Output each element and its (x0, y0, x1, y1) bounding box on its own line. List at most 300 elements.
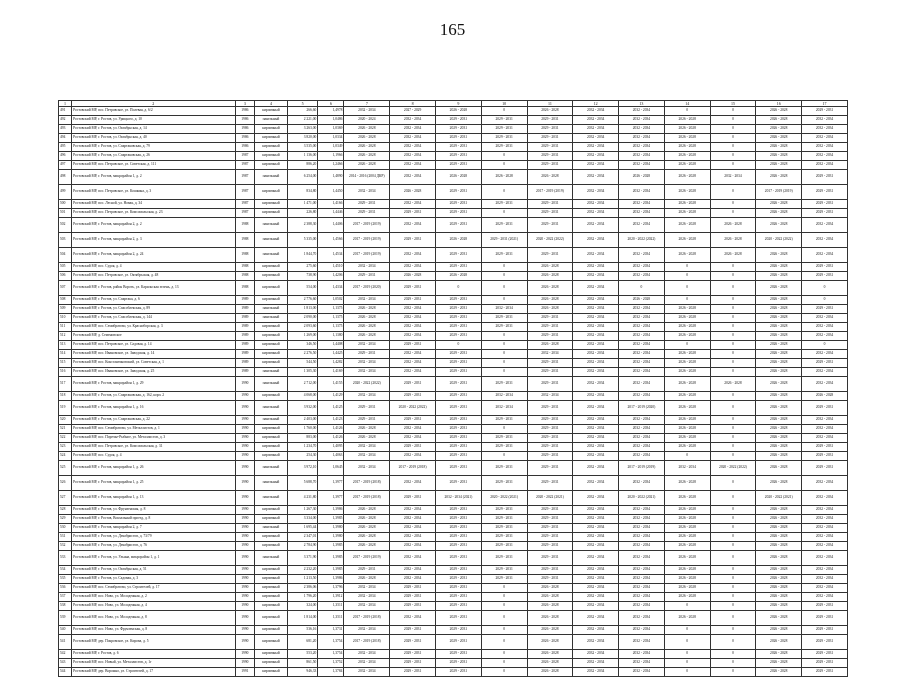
table-row (59, 575, 848, 584)
table-cell: 2026 - 2028 (756, 272, 802, 281)
table-cell: 2029 - 2031 (2021) (481, 233, 527, 248)
table-cell: 1990 (235, 392, 255, 401)
table-cell: 2029 - 2031 (527, 368, 573, 377)
table-cell: 2032 - 2034 (573, 611, 619, 626)
table-cell: 2017 - 2019 (2020) (344, 281, 390, 296)
table-cell: 2029 - 2031 (390, 443, 436, 452)
table-cell: 497 (59, 161, 72, 170)
table-cell: 2032 - 2034 (390, 152, 436, 161)
table-cell: 2032 - 2034 (390, 263, 436, 272)
table-cell: 520 (59, 416, 72, 425)
table-cell: Ростовский МР, г. Ростов, ул. Спартаковская, д. 22 (72, 416, 235, 425)
table-row (59, 107, 848, 116)
table-cell: 531 (59, 533, 72, 542)
table-cell: 0 (802, 341, 848, 350)
table-cell: 1990 (235, 626, 255, 635)
table-cell: 2032 - 2034 (573, 443, 619, 452)
table-body (59, 107, 848, 677)
table-cell: 2032 - 2034 (619, 305, 665, 314)
table-cell: 1989 (235, 341, 255, 350)
table-cell: 2032 - 2034 (573, 281, 619, 296)
table-cell: 2032 - 2034 (619, 659, 665, 668)
table-cell: панельный (255, 305, 288, 314)
table-cell: 2026 - 2028 (756, 125, 802, 134)
table-cell: 533 (59, 551, 72, 566)
table-cell: Ростовский МР, г. Ростов, ул. Спартака, д. 6 (72, 296, 235, 305)
table-cell: 2026 - 2028 (344, 305, 390, 314)
table-cell: 2026 - 2028 (710, 233, 756, 248)
table-cell: 1,3731 (318, 626, 344, 635)
table-cell: 2032 - 2034 (802, 125, 848, 134)
table-cell: 1,4166 (318, 200, 344, 209)
table-cell: 2029 - 2031 (435, 626, 481, 635)
table-cell: 2026 - 2028 (756, 296, 802, 305)
table-cell: 1987 (235, 170, 255, 185)
table-cell: 2032 - 2034 (619, 425, 665, 434)
table-cell: 2026 - 2028 (664, 377, 710, 392)
table-cell: 2032 - 2034 (390, 332, 436, 341)
table-cell: 2026 - 2028 (756, 566, 802, 575)
table-cell: 1,4095 (318, 443, 344, 452)
table-cell: 539 (59, 611, 72, 626)
table-row (59, 461, 848, 476)
table-cell: 2017 - 2019 (2019) (344, 248, 390, 263)
table-cell: 2032 - 2034 (802, 248, 848, 263)
table-cell: 2032 - 2034 (573, 533, 619, 542)
table-cell: 2026 - 2028 (664, 233, 710, 248)
table-cell: 2032 - 2034 (573, 476, 619, 491)
table-cell: Ростовский МР, пос. Лесной, ул. Новая, д. 34 (72, 200, 235, 209)
table-cell: 2032 - 2034 (802, 584, 848, 593)
table-cell: Ростовский МР, г. Ростов, ул. Декабристов, д. 73/79 (72, 533, 235, 542)
table-cell: 2029 - 2031 (527, 143, 573, 152)
table-cell: 2032 - 2034 (802, 314, 848, 323)
table-cell: 2026 - 2028 (527, 170, 573, 185)
table-cell: 2032 - 2034 (619, 476, 665, 491)
table-cell: 2029 - 2031 (435, 161, 481, 170)
table-cell: кирпичный (255, 350, 288, 359)
table-row (59, 602, 848, 611)
table-cell: 2032 - 2034 (573, 134, 619, 143)
table-cell: 526 (59, 476, 72, 491)
table-cell: 2029 - 2031 (527, 416, 573, 425)
table-cell: Ростовский МР, пос. Петровское, ул. Кошкина, д. 3 (72, 185, 235, 200)
table-cell: Ростовский МР, пос. Ново, ул. Молодежная, д. 2 (72, 593, 235, 602)
table-cell: 1 796,20 (287, 593, 318, 602)
table-cell: 2029 - 2031 (481, 566, 527, 575)
table-cell: 2029 - 2031 (435, 263, 481, 272)
table-cell: 1989 (235, 296, 255, 305)
table-cell: 2026 - 2028 (664, 584, 710, 593)
table-cell: 3 972,10 (287, 461, 318, 476)
table-cell: 2032 - 2034 (344, 392, 390, 401)
table-cell: 2029 - 2031 (344, 566, 390, 575)
table-cell: 2029 - 2031 (527, 332, 573, 341)
table-row (59, 134, 848, 143)
table-cell: 2029 - 2031 (344, 401, 390, 416)
table-cell: 2026 - 2028 (664, 116, 710, 125)
table-row (59, 185, 848, 200)
table-cell: 2032 - 2034 (619, 566, 665, 575)
table-cell: 1989 (235, 305, 255, 314)
table-cell: 2029 - 2031 (481, 116, 527, 125)
table-cell: кирпичный (255, 323, 288, 332)
table-cell: 2029 - 2031 (435, 116, 481, 125)
table-cell: 534 (59, 566, 72, 575)
table-cell: Ростовский МР, г. Ростов, ул. Спасоблекская, д. 89 (72, 305, 235, 314)
table-cell: 2026 - 2028 (756, 650, 802, 659)
table-cell: 0 (481, 659, 527, 668)
table-cell: кирпичный (255, 272, 288, 281)
table-cell: 511 (59, 323, 72, 332)
table-cell: 2032 - 2034 (619, 272, 665, 281)
table-cell: 1986 (235, 143, 255, 152)
table-cell: 0 (710, 659, 756, 668)
table-cell: 2029 - 2031 (481, 533, 527, 542)
table-cell: кирпичный (255, 515, 288, 524)
table-cell: 2032 - 2034 (573, 116, 619, 125)
table-cell: 544,50 (287, 359, 318, 368)
table-cell: 1 269,00 (287, 332, 318, 341)
table-cell: панельный (255, 551, 288, 566)
table-cell: Ростовский МР, пос. Новый, ул. Металлистов, д. 1г (72, 659, 235, 668)
table-cell: 2026 - 2028 (664, 170, 710, 185)
table-cell: 2029 - 2031 (435, 551, 481, 566)
table-cell: 521 (59, 425, 72, 434)
table-cell: панельный (255, 401, 288, 416)
table-cell: 2026 - 2028 (756, 263, 802, 272)
table-cell: 2029 - 2031 (435, 332, 481, 341)
table-cell: 1990 (235, 377, 255, 392)
table-cell: 543 (59, 659, 72, 668)
table-cell: 2026 - 2028 (756, 611, 802, 626)
table-cell: 2032 - 2034 (619, 443, 665, 452)
table-cell: 2026 - 2028 (664, 185, 710, 200)
table-cell: 0 (710, 635, 756, 650)
table-row (59, 425, 848, 434)
column-number: 6 (318, 101, 344, 107)
table-cell: 2026 - 2028 (527, 650, 573, 659)
table-cell: 2032 - 2034 (481, 392, 527, 401)
table-cell: 0 (664, 341, 710, 350)
table-row (59, 491, 848, 506)
table-cell: кирпичный (255, 263, 288, 272)
table-cell: 2026 - 2028 (527, 305, 573, 314)
table-cell: панельный (255, 461, 288, 476)
table-cell: 2032 - 2034 (573, 314, 619, 323)
table-cell: 0 (481, 368, 527, 377)
table-cell: 524 (59, 452, 72, 461)
table-cell: 2029 - 2031 (802, 443, 848, 452)
table-cell: 2020 - 2022 (2022) (344, 377, 390, 392)
table-cell: 0 (710, 368, 756, 377)
table-cell: 2032 - 2034 (619, 200, 665, 209)
table-cell: 1,0349 (318, 143, 344, 152)
table-cell: 2032 - 2034 (344, 107, 390, 116)
table-cell: 1,3754 (318, 650, 344, 659)
table-cell: 1991 (235, 668, 255, 677)
table-cell: 2032 - 2034 (390, 542, 436, 551)
table-cell: 523 (59, 443, 72, 452)
table-cell: 2032 - 2034 (619, 332, 665, 341)
table-cell: 0 (481, 296, 527, 305)
table-cell: 2032 - 2034 (390, 575, 436, 584)
table-cell: Ростовский МР, пос. Семибратово, ул. Металлистов, д. 1 (72, 425, 235, 434)
table-cell: 2029 - 2031 (802, 452, 848, 461)
table-cell: 1986 (235, 134, 255, 143)
table-cell: 1 695,44 (287, 524, 318, 533)
table-cell: 2 221,00 (287, 116, 318, 125)
table-cell: 2029 - 2031 (390, 281, 436, 296)
table-cell: 2029 - 2031 (390, 341, 436, 350)
column-number: 5 (287, 101, 318, 107)
table-cell: Ростовский МР, г. Ростов, микрорайон 1, д. 26 (72, 461, 235, 476)
table-cell: 1986 (235, 107, 255, 116)
table-cell: 2 386,06 (287, 584, 318, 593)
table-cell: 2029 - 2031 (390, 668, 436, 677)
table-cell: 2029 - 2031 (390, 296, 436, 305)
table-cell: 2026 - 2028 (756, 506, 802, 515)
table-cell: 2032 - 2034 (802, 323, 848, 332)
table-cell: 2032 - 2034 (573, 491, 619, 506)
table-row (59, 401, 848, 416)
table-cell: 1988 (235, 248, 255, 263)
table-cell: 2026 - 2028 (756, 323, 802, 332)
table-cell: кирпичный (255, 434, 288, 443)
table-cell: 2032 - 2034 (573, 323, 619, 332)
table-cell: 2032 - 2034 (344, 296, 390, 305)
table-cell: 2029 - 2031 (344, 200, 390, 209)
table-row (59, 296, 848, 305)
table-cell: 2032 - 2034 (802, 491, 848, 506)
table-cell: 2026 - 2028 (756, 434, 802, 443)
table-cell: 2029 - 2031 (481, 434, 527, 443)
table-cell: 1 267,30 (287, 506, 318, 515)
table-cell: 2029 - 2031 (527, 152, 573, 161)
table-cell: панельный (255, 116, 288, 125)
table-cell: кирпичный (255, 152, 288, 161)
table-cell: 2032 - 2034 (619, 668, 665, 677)
table-cell: 2032 - 2034 (619, 143, 665, 152)
table-cell: 2032 - 2034 (390, 551, 436, 566)
table-cell: 0 (481, 602, 527, 611)
column-number: 1 (59, 101, 72, 107)
table-cell: 2032 - 2034 (619, 134, 665, 143)
table-cell: 2032 - 2034 (802, 542, 848, 551)
table-cell: 0 (664, 635, 710, 650)
table-cell: 1990 (235, 443, 255, 452)
table-cell: 2032 - 2034 (619, 551, 665, 566)
table-cell: 2032 - 2034 (619, 524, 665, 533)
table-cell: 0 (710, 575, 756, 584)
table-cell: 0 (710, 452, 756, 461)
table-cell: 2032 - 2034 (619, 584, 665, 593)
table-cell: 2020 - 2022 (2022) (756, 233, 802, 248)
table-cell: 2026 - 2028 (344, 125, 390, 134)
table-cell: 2029 - 2031 (435, 392, 481, 401)
table-cell: 2026 - 2028 (756, 524, 802, 533)
table-cell: 2029 - 2031 (435, 125, 481, 134)
table-cell: 505 (59, 263, 72, 272)
table-cell: 2029 - 2031 (435, 377, 481, 392)
table-cell: 2032 - 2034 (390, 425, 436, 434)
table-row (59, 332, 848, 341)
table-cell: 1,3977 (318, 476, 344, 491)
table-cell: 2032 - 2034 (573, 233, 619, 248)
table-row (59, 392, 848, 401)
table-cell: 2026 - 2028 (344, 434, 390, 443)
table-cell: 2032 - 2034 (619, 359, 665, 368)
column-number: 11 (527, 101, 573, 107)
table-cell: 2026 - 2028 (344, 323, 390, 332)
table-cell: 2020 - 2022 (2021) (619, 491, 665, 506)
column-number: 13 (619, 101, 665, 107)
table-cell: 1,3985 (318, 551, 344, 566)
table-cell: 2032 - 2034 (573, 377, 619, 392)
table-cell: 514 (59, 350, 72, 359)
table-cell: 2026 - 2028 (756, 392, 802, 401)
table-cell: Ростовский МР, пос. Судоя, д. 4 (72, 263, 235, 272)
table-cell: 1,3752 (318, 659, 344, 668)
table-cell: 0 (710, 125, 756, 134)
table-cell: 2029 - 2031 (435, 248, 481, 263)
table-cell: 2032 - 2034 (619, 533, 665, 542)
table-cell: 2026 - 2028 (756, 359, 802, 368)
table-cell: 2026 - 2028 (344, 314, 390, 323)
table-cell: 2029 - 2031 (435, 152, 481, 161)
table-cell: 2017 - 2019 (2019) (344, 551, 390, 566)
table-cell: 2026 - 2028 (344, 515, 390, 524)
table-cell: 2029 - 2031 (527, 566, 573, 575)
table-cell: 2020 - 2022 (2022) (390, 401, 436, 416)
table-cell: 2032 - 2034 (344, 368, 390, 377)
table-cell: Ростовский МР, дер. Ворожно, ул. Строителей, д. 17 (72, 668, 235, 677)
table-cell: 2029 - 2031 (435, 314, 481, 323)
table-cell: 2032 - 2034 (573, 170, 619, 185)
table-cell: 2026 - 2028 (344, 533, 390, 542)
table-cell: 2032 - 2034 (619, 392, 665, 401)
table-cell: 1,1966 (318, 152, 344, 161)
table-cell: Ростовский МР, пос. Семибратово, ул. Строителей, д. 17 (72, 584, 235, 593)
table-cell: 2032 - 2034 (573, 332, 619, 341)
table-row (59, 524, 848, 533)
table-cell: 1990 (235, 515, 255, 524)
table-cell: 2029 - 2031 (435, 524, 481, 533)
table-cell: 0 (481, 593, 527, 602)
table-cell: 2032 - 2034 (390, 515, 436, 524)
table-cell: 527 (59, 491, 72, 506)
column-number: 4 (255, 101, 288, 107)
table-cell: 1987 (235, 161, 255, 170)
table-cell: кирпичный (255, 593, 288, 602)
table-cell: 2032 - 2034 (390, 116, 436, 125)
table-cell: 2026 - 2028 (756, 368, 802, 377)
table-cell: 2026 - 2028 (527, 107, 573, 116)
table-cell: 2029 - 2031 (802, 611, 848, 626)
table-cell: 2029 - 2031 (435, 668, 481, 677)
table-cell: 2029 - 2031 (435, 425, 481, 434)
table-cell: кирпичный (255, 542, 288, 551)
table-cell: 2032 - 2034 (573, 452, 619, 461)
table-cell: 883,00 (287, 434, 318, 443)
table-cell: 2026 - 2028 (756, 443, 802, 452)
table-cell: 1,3980 (318, 533, 344, 542)
table-cell: 1,3511 (318, 602, 344, 611)
table-cell: 2029 - 2031 (802, 626, 848, 635)
table-cell: 544 (59, 668, 72, 677)
table-cell: 2026 - 2028 (756, 248, 802, 263)
table-cell: 2032 - 2034 (573, 296, 619, 305)
table-cell: 535 (59, 575, 72, 584)
table-cell: 1990 (235, 491, 255, 506)
table-cell: 2032 - 2034 (390, 305, 436, 314)
table-cell: 2026 - 2028 (344, 143, 390, 152)
table-cell: 2032 - 2034 (573, 575, 619, 584)
table-cell: 0 (664, 650, 710, 659)
table-cell: 2026 - 2028 (664, 368, 710, 377)
table-cell: 2032 - 2034 (344, 593, 390, 602)
table-cell: 2017 - 2019 (2020) (619, 401, 665, 416)
table-cell: 2017 - 2019 (2019) (527, 185, 573, 200)
table-cell: 2029 - 2031 (435, 200, 481, 209)
table-cell: 2026 - 2028 (344, 332, 390, 341)
table-cell: 2032 - 2034 (2021) (435, 491, 481, 506)
table-cell: 2032 - 2034 (573, 626, 619, 635)
table-cell: 2029 - 2031 (390, 602, 436, 611)
table-cell: Ростовский МР, г. Ростов, микрорайон 2, д. 2 (72, 218, 235, 233)
table-cell: 0 (664, 626, 710, 635)
table-row (59, 476, 848, 491)
table-cell: 2029 - 2031 (390, 233, 436, 248)
table-cell: Ростовский МР, г. Ростов, ул. Урицкого, д. 10 (72, 116, 235, 125)
table-cell: 1990 (235, 611, 255, 626)
table-cell: 1987 (235, 200, 255, 209)
table-cell: 2032 - 2034 (390, 368, 436, 377)
table-cell: 2032 - 2034 (573, 152, 619, 161)
table-cell: 1 471,00 (287, 200, 318, 209)
table-cell: Ростовский МР, г. Ростов, д. 6 (72, 650, 235, 659)
table-cell: кирпичный (255, 359, 288, 368)
table-cell: 2026 - 2028 (481, 170, 527, 185)
table-cell: Ростовский МР, г. Ростов, Вокзальный проезд, д. 8 (72, 515, 235, 524)
table-cell: 2032 - 2034 (802, 551, 848, 566)
table-cell: 681,20 (287, 635, 318, 650)
table-cell: 1,3754 (318, 635, 344, 650)
table-cell: 1988 (235, 218, 255, 233)
table-cell: 2026 - 2028 (664, 593, 710, 602)
table-cell: 2017 - 2019 (2019) (619, 461, 665, 476)
table-cell: 516 (59, 368, 72, 377)
table-cell: 2026 - 2028 (756, 515, 802, 524)
table-cell: 2032 - 2034 (390, 170, 436, 185)
table-cell: 2032 - 2034 (390, 524, 436, 533)
table-cell: Ростовский МР, г. Ростов, микрорайон 2, д. 7 (72, 524, 235, 533)
table-cell: 2026 - 2028 (527, 635, 573, 650)
table-cell: 2029 - 2031 (481, 134, 527, 143)
table-cell: Ростовский МР, г. Ростов, микрорайон 2, д. 24 (72, 248, 235, 263)
table-cell: 2026 - 2028 (527, 659, 573, 668)
table-cell: 2029 - 2031 (435, 476, 481, 491)
table-cell: 2032 - 2034 (573, 602, 619, 611)
table-cell: 2026 - 2028 (664, 209, 710, 218)
table-cell: 0 (481, 152, 527, 161)
table-cell: 2029 - 2031 (435, 602, 481, 611)
table-cell: кирпичный (255, 125, 288, 134)
table-cell: 2 276,50 (287, 350, 318, 359)
table-cell: 491 (59, 107, 72, 116)
table-cell: 2026 - 2028 (435, 170, 481, 185)
table-cell: 2032 - 2034 (573, 272, 619, 281)
